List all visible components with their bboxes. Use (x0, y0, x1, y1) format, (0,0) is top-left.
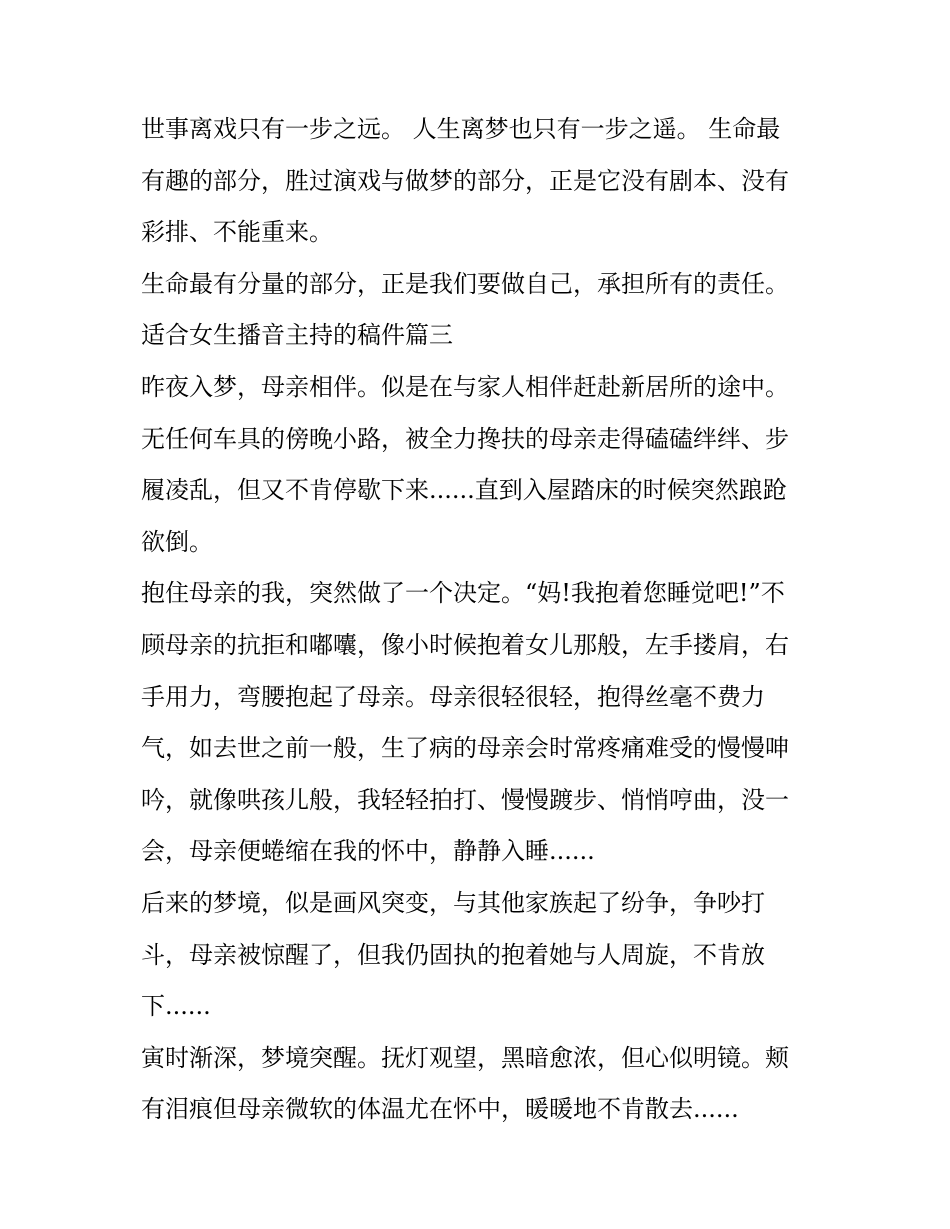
text-line: 抱住母亲的我，突然做了一个决定。“妈!我抱着您睡觉吧!”不 (141, 579, 785, 608)
text-line: 有泪痕但母亲微软的体温尤在怀中，暖暖地不肯散去...... (141, 1095, 739, 1124)
text-line: 履凌乱，但又不肯停歇下来......直到入屋踏床的时候突然踉跄 (141, 476, 787, 505)
text-line: 斗，母亲被惊醒了，但我仍固执的抱着她与人周旋，不肯放 (141, 940, 765, 969)
text-line: 彩排、不能重来。 (141, 218, 333, 247)
text-line: 会，母亲便蜷缩在我的怀中，静静入睡...... (141, 837, 595, 866)
text-line: 世事离戏只有一步之远。 人生离梦也只有一步之遥。 生命最 (141, 115, 781, 143)
section-heading: 适合女生播音主持的稿件篇三 (141, 321, 453, 350)
text-line: 下...... (141, 992, 211, 1021)
text-line: 后来的梦境，似是画风突变，与其他家族起了纷争，争吵打 (141, 888, 765, 917)
text-line: 欲倒。 (141, 527, 213, 556)
text-line: 吟，就像哄孩儿般，我轻轻拍打、慢慢踱步、悄悄哼曲，没一 (141, 785, 789, 814)
text-line: 无任何车具的傍晚小路，被全力搀扶的母亲走得磕磕绊绊、步 (141, 424, 789, 453)
text-line: 昨夜入梦，母亲相伴。似是在与家人相伴赶赴新居所的途中。 (141, 372, 789, 401)
text-line: 顾母亲的抗拒和嘟囔，像小时候抱着女儿那般，左手搂肩，右 (141, 630, 789, 659)
text-line: 气，如去世之前一般，生了病的母亲会时常疼痛难受的慢慢呻 (141, 734, 789, 763)
text-line: 生命最有分量的部分，正是我们要做自己，承担所有的责任。 (141, 269, 789, 298)
document-text (141, 104, 816, 1136)
text-line: 寅时渐深，梦境突醒。抚灯观望，黑暗愈浓，但心似明镜。颊 (141, 1043, 789, 1072)
text-line: 有趣的部分，胜过演戏与做梦的部分，正是它没有剧本、没有 (141, 166, 789, 195)
text-line: 手用力，弯腰抱起了母亲。母亲很轻很轻，抱得丝毫不费力 (141, 682, 765, 711)
